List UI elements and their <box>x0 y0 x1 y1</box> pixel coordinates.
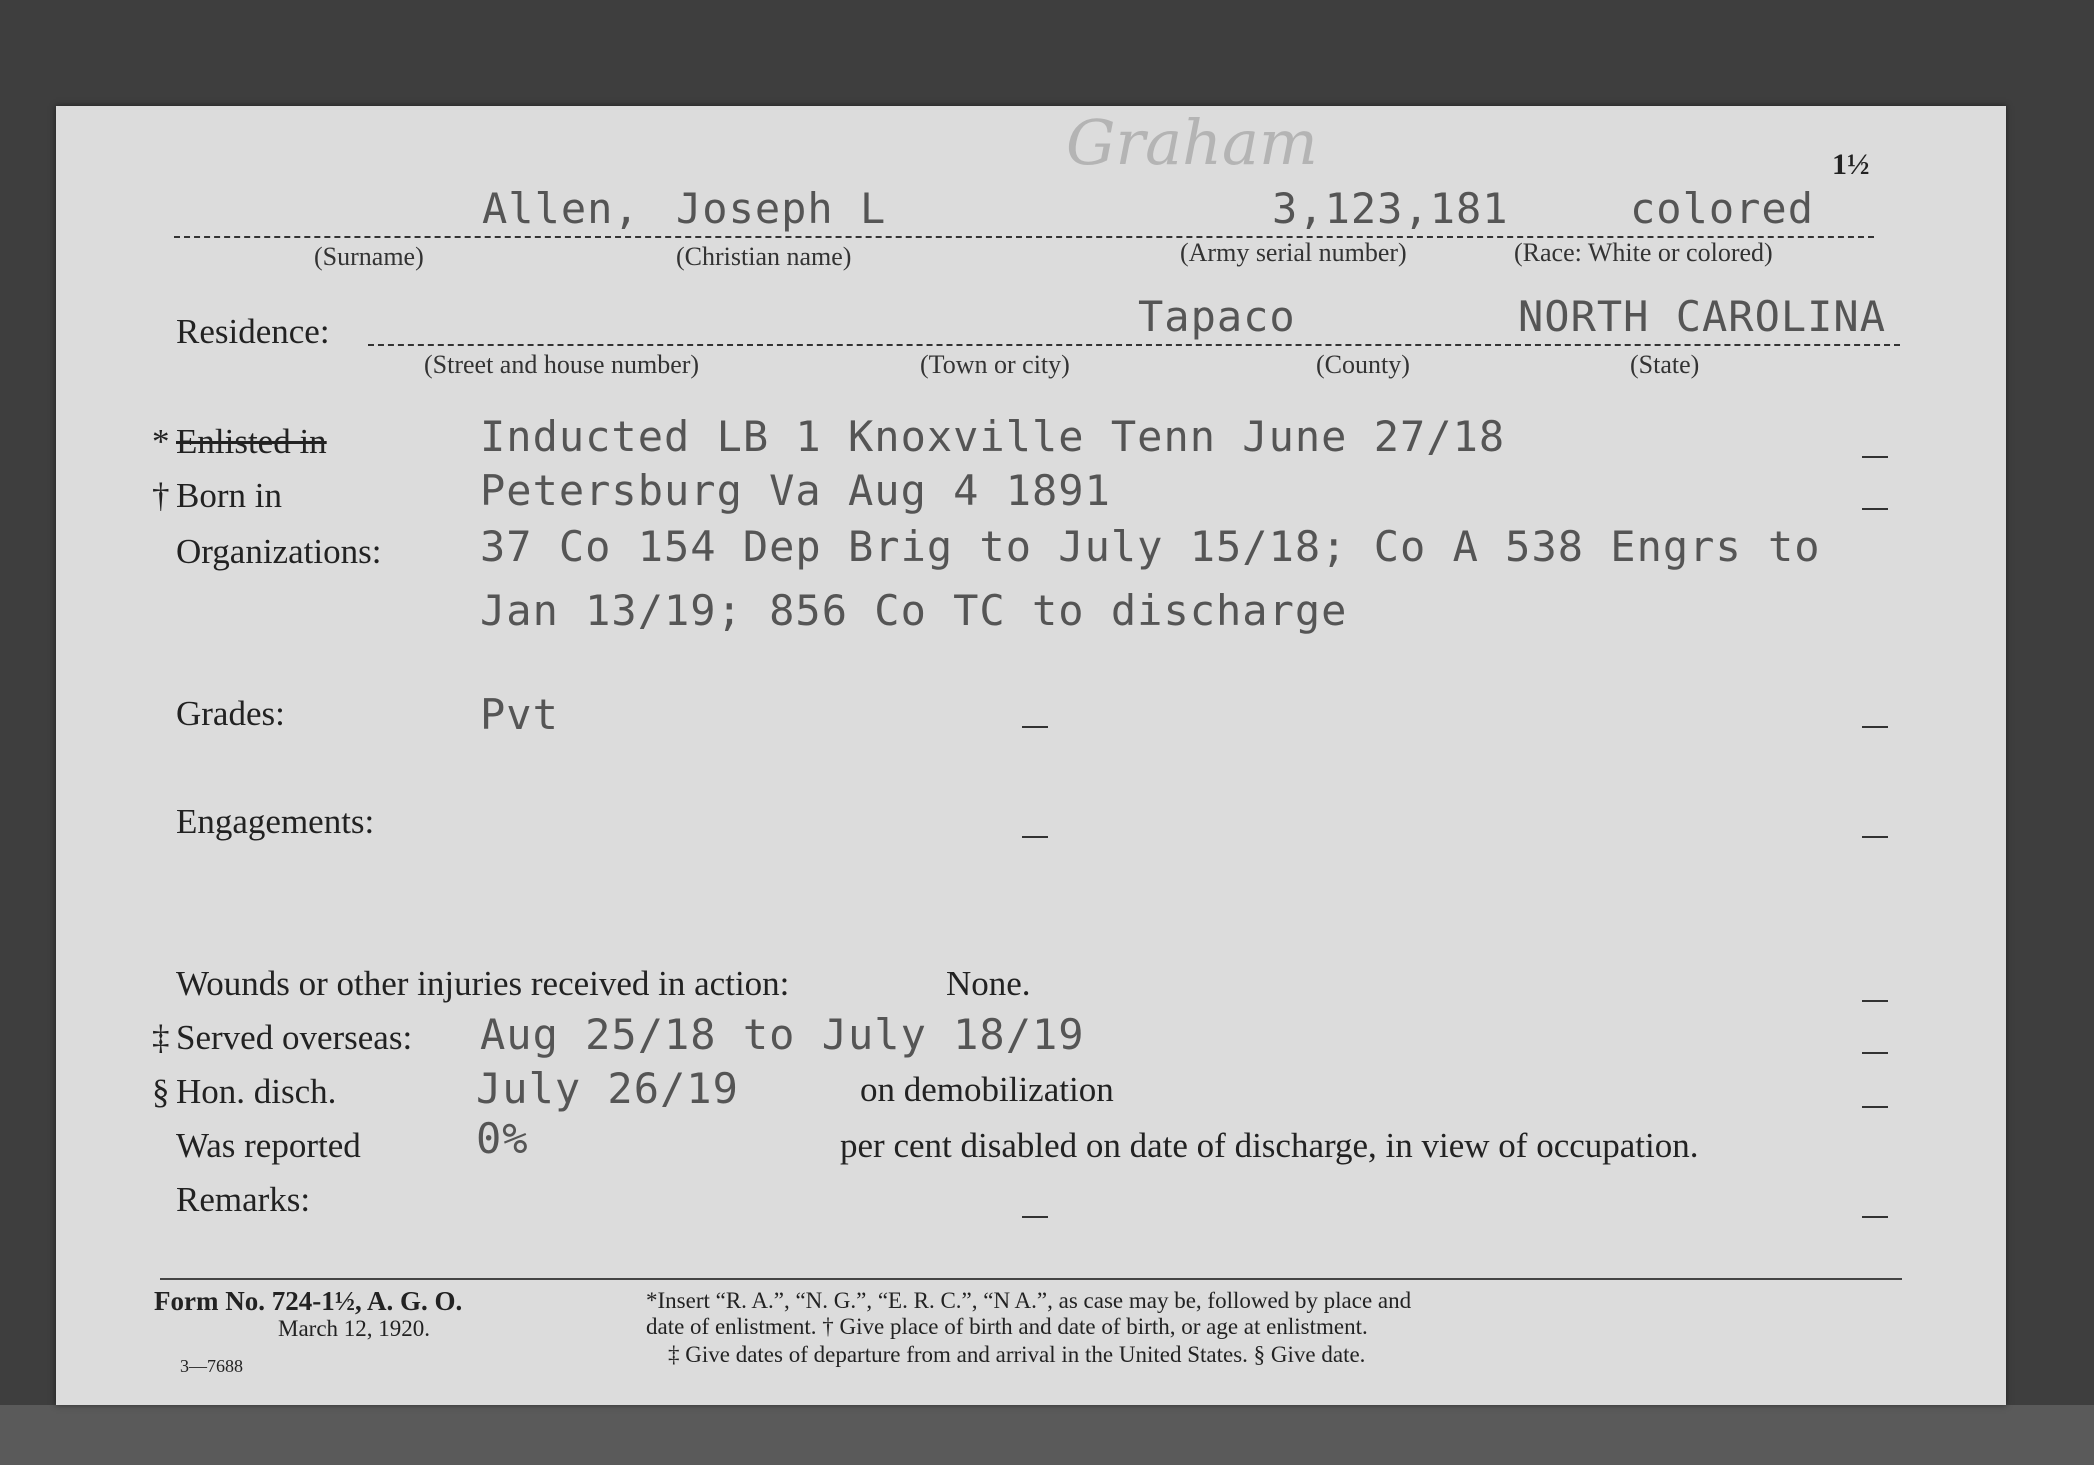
overseas-marker: ‡ <box>152 1018 170 1057</box>
town-caption: (Town or city) <box>920 350 1070 379</box>
organizations-line-1: 37 Co 154 Dep Brig to July 15/18; Co A 538 Engrs to <box>480 522 1821 571</box>
enlisted-label: Enlisted in <box>176 422 327 461</box>
tick-mark <box>1862 836 1888 838</box>
organizations-label: Organizations: <box>176 532 382 571</box>
footnote-line-3: ‡ Give dates of departure from and arrival in the United States. § Give date. <box>668 1342 1366 1367</box>
residence-label: Residence: <box>176 312 330 351</box>
wounds-label: Wounds or other injuries received in action: <box>176 964 790 1003</box>
tick-mark <box>1862 456 1888 458</box>
army-serial-caption: (Army serial number) <box>1180 238 1407 267</box>
tick-mark <box>1862 1216 1888 1218</box>
service-record-card <box>56 106 2006 1405</box>
disability-percent-value: 0% <box>476 1114 529 1163</box>
organizations-line-2: Jan 13/19; 856 Co TC to discharge <box>480 586 1348 635</box>
footnote-line-1: *Insert “R. A.”, “N. G.”, “E. R. C.”, “N A.”, as case may be, followed by place and <box>646 1288 1412 1313</box>
army-serial-value: 3,123,181 <box>1272 184 1509 233</box>
christian-name-caption: (Christian name) <box>676 242 852 271</box>
served-overseas-value: Aug 25/18 to July 18/19 <box>480 1010 1085 1059</box>
street-caption: (Street and house number) <box>424 350 700 379</box>
race-value: colored <box>1630 184 1815 233</box>
hon-disch-label: Hon. disch. <box>176 1072 337 1111</box>
tick-mark <box>1862 508 1888 510</box>
state-caption: (State) <box>1630 350 1700 379</box>
form-date: March 12, 1920. <box>278 1316 431 1341</box>
surname-value: Allen, <box>482 184 640 233</box>
footer-rule <box>160 1278 1902 1280</box>
residence-dotted-line <box>368 344 1900 346</box>
enlisted-value: Inducted LB 1 Knoxville Tenn June 27/18 <box>480 412 1506 461</box>
handwritten-county-note: Graham <box>1066 106 1318 179</box>
form-number: Form No. 724-1½, A. G. O. <box>154 1286 463 1316</box>
born-value: Petersburg Va Aug 4 1891 <box>480 466 1111 515</box>
county-value: Tapaco <box>1138 292 1296 341</box>
footnote-line-2: date of enlistment. † Give place of birth and date of birth, or age at enlistment. <box>646 1314 1368 1339</box>
enlisted-marker: * <box>152 422 170 461</box>
county-caption: (County) <box>1316 350 1410 379</box>
tick-mark <box>1862 726 1888 728</box>
tick-mark <box>1862 1000 1888 1002</box>
card-number: 1½ <box>1832 148 1870 181</box>
born-label: Born in <box>176 476 282 515</box>
demobilization-text: on demobilization <box>860 1070 1114 1109</box>
disch-marker: § <box>152 1072 170 1111</box>
tick-mark <box>1862 1106 1888 1108</box>
race-caption: (Race: White or colored) <box>1514 238 1773 267</box>
state-value: NORTH CAROLINA <box>1518 292 1887 341</box>
remarks-label: Remarks: <box>176 1180 311 1219</box>
wounds-value: None. <box>946 964 1031 1003</box>
grades-label: Grades: <box>176 694 285 733</box>
print-code: 3—7688 <box>180 1356 243 1376</box>
hon-disch-value: July 26/19 <box>476 1064 739 1113</box>
surname-caption: (Surname) <box>314 242 424 271</box>
tick-mark <box>1022 726 1048 728</box>
disability-text: per cent disabled on date of discharge, in view of occupation. <box>840 1126 1699 1165</box>
tick-mark <box>1022 1216 1048 1218</box>
scan-background <box>0 1405 2094 1465</box>
was-reported-label: Was reported <box>176 1126 361 1165</box>
tick-mark <box>1862 1052 1888 1054</box>
served-overseas-label: Served overseas: <box>176 1018 413 1057</box>
tick-mark <box>1022 836 1048 838</box>
engagements-label: Engagements: <box>176 802 375 841</box>
grades-value: Pvt <box>480 690 559 739</box>
born-marker: † <box>152 476 170 515</box>
christian-name-value: Joseph L <box>676 184 887 233</box>
